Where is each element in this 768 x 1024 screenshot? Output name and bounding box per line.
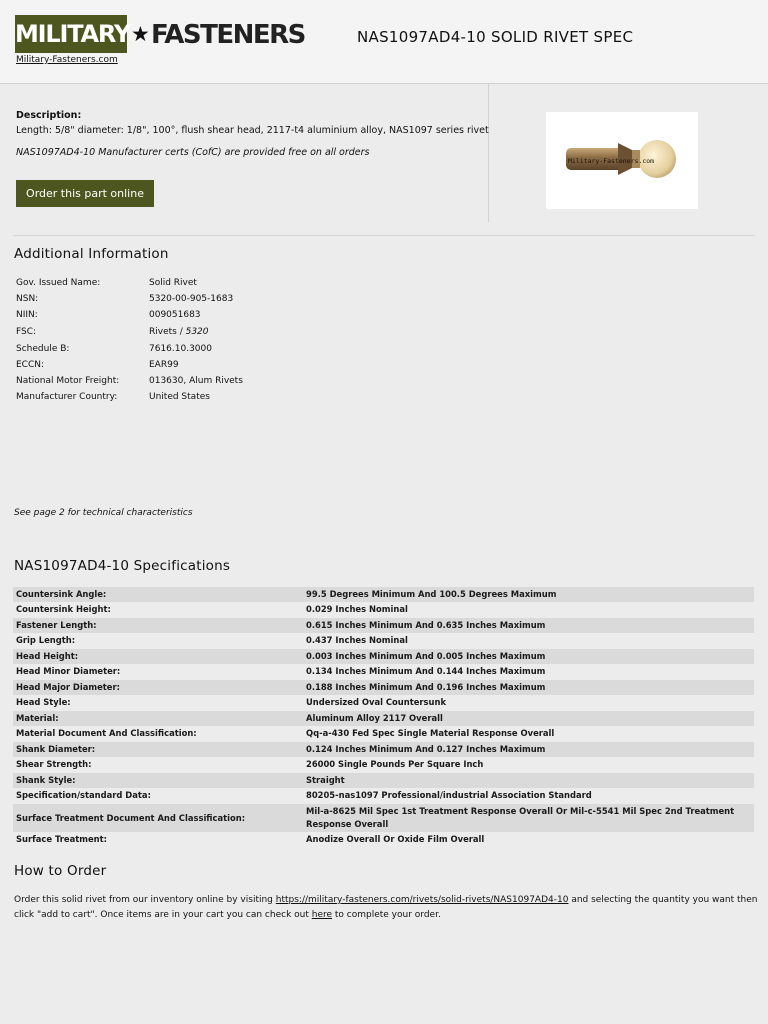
spec-value: 0.124 Inches Minimum And 0.127 Inches Maximum	[306, 743, 546, 754]
spec-value: Straight	[306, 774, 345, 785]
site-link[interactable]: Military-Fasteners.com	[16, 55, 118, 65]
product-link[interactable]: https://military-fasteners.com/rivets/solid-rivets/NAS1097AD4-10	[275, 895, 569, 905]
spec-key: Material:	[16, 712, 59, 723]
spec-key: Head Major Diameter:	[16, 681, 120, 692]
checkout-link[interactable]: here	[311, 909, 333, 920]
info-label: Gov. Issued Name:	[16, 278, 101, 288]
spec-value: 0.437 Inches Nominal	[306, 635, 408, 645]
spec-key: Head Minor Diameter:	[16, 666, 121, 676]
description-label: Description:	[16, 110, 82, 121]
page-title: NAS1097AD4-10 SOLID RIVET SPEC	[357, 28, 634, 46]
spec-key: Grip Length:	[16, 635, 76, 645]
info-label: NIIN:	[16, 310, 38, 320]
specifications-table	[13, 587, 754, 847]
spec-value: 0.188 Inches Minimum And 0.196 Inches Maximum	[306, 681, 546, 692]
spec-key: Head Style:	[16, 697, 71, 707]
info-value: United States	[149, 392, 210, 402]
info-value: EAR99	[149, 360, 179, 370]
table-row	[13, 602, 754, 618]
page-header	[0, 0, 768, 84]
additional-info-heading: Additional Information	[14, 246, 169, 262]
spec-value: 80205-nas1097 Professional/industrial Association Standard	[306, 790, 592, 800]
table-row	[13, 788, 754, 804]
spec-value: 0.003 Inches Minimum And 0.005 Inches Maximum	[306, 650, 546, 661]
table-row	[13, 649, 754, 665]
table-row	[13, 711, 754, 727]
info-label: NSN:	[16, 294, 39, 304]
info-label: FSC:	[16, 327, 37, 337]
order-text-middle: and selecting the quantity you want then click "add to cart". Once items are in your cart you can check out	[14, 895, 758, 920]
product-photo	[546, 112, 698, 209]
spec-value: Mil-a-8625 Mil Spec 1st Treatment Response Overall Or Mil-c-5541 Mil Spec 2nd Treatment Response Overall	[306, 805, 735, 829]
info-value: 009051683	[149, 310, 201, 320]
how-to-order-text	[14, 893, 759, 922]
spec-key: Surface Treatment Document And Classification:	[16, 812, 246, 823]
table-row	[13, 742, 754, 758]
info-label: Manufacturer Country:	[16, 392, 118, 402]
spec-value: 0.029 Inches Nominal	[306, 604, 408, 614]
description-text: Length: 5/8" diameter: 1/8", 100°, flush shear head, 2117-t4 aluminium alloy, NAS1097 series rivet	[16, 125, 489, 136]
table-row	[13, 773, 754, 789]
spec-key: Countersink Angle:	[16, 589, 107, 599]
table-row	[13, 680, 754, 696]
spec-value: 0.615 Inches Minimum And 0.635 Inches Maximum	[306, 619, 546, 630]
rivet-image	[546, 112, 698, 209]
logo-fasteners: FASTENERS	[151, 20, 305, 50]
table-row	[13, 664, 754, 680]
table-row	[13, 757, 754, 773]
order-text-before: Order this solid rivet from our inventory online by visiting	[14, 895, 276, 905]
spec-key: Shank Diameter:	[16, 743, 96, 754]
spec-key: Countersink Height:	[16, 604, 111, 614]
info-value: 013630, Alum Rivets	[149, 376, 243, 386]
photo-watermark: Military-Fasteners.com	[568, 157, 655, 165]
spec-value: Undersized Oval Countersunk	[306, 697, 447, 707]
spec-key: Material Document And Classification:	[16, 728, 197, 738]
order-online-button[interactable]: Order this part online	[16, 180, 154, 207]
spec-key: Surface Treatment:	[16, 833, 107, 844]
certs-note: NAS1097AD4-10 Manufacturer certs (CofC) are provided free on all orders	[16, 147, 370, 158]
info-label: ECCN:	[16, 360, 45, 370]
how-to-order-heading: How to Order	[14, 863, 107, 879]
spec-value: 99.5 Degrees Minimum And 100.5 Degrees Maximum	[306, 589, 557, 599]
logo-star-icon: ★	[131, 22, 150, 46]
info-value	[149, 327, 209, 337]
specifications-heading: NAS1097AD4-10 Specifications	[14, 558, 231, 574]
table-row	[13, 804, 754, 832]
logo-military: MILITARY	[15, 15, 127, 53]
info-label: National Motor Freight:	[16, 376, 120, 386]
spec-value: 26000 Single Pounds Per Square Inch	[306, 759, 484, 769]
section-divider	[13, 235, 754, 236]
vertical-divider	[488, 84, 489, 222]
spec-value: Qq-a-430 Fed Spec Single Material Response Overall	[306, 728, 555, 738]
table-row	[13, 587, 754, 602]
order-text-after: to complete your order.	[332, 909, 441, 920]
table-row	[13, 726, 754, 742]
technical-note: See page 2 for technical characteristics	[14, 508, 193, 518]
fsc-code: 5320	[185, 327, 209, 337]
spec-value: 0.134 Inches Minimum And 0.144 Inches Maximum	[306, 666, 546, 676]
spec-value: Aluminum Alloy 2117 Overall	[306, 712, 443, 723]
spec-key: Shank Style:	[16, 774, 76, 785]
table-row	[13, 695, 754, 711]
table-row	[13, 832, 754, 848]
spec-key: Fastener Length:	[16, 619, 97, 630]
spec-key: Shear Strength:	[16, 759, 92, 769]
info-value: Solid Rivet	[149, 278, 197, 288]
spec-key: Specification/standard Data:	[16, 790, 151, 800]
spec-key: Head Height:	[16, 650, 79, 661]
info-value: 5320-00-905-1683	[149, 294, 234, 304]
fsc-name: Rivets /	[149, 327, 186, 337]
spec-value: Anodize Overall Or Oxide Film Overall	[306, 833, 485, 844]
info-label: Schedule B:	[16, 344, 70, 354]
info-value: 7616.10.3000	[149, 344, 212, 354]
table-row	[13, 633, 754, 649]
table-row	[13, 618, 754, 634]
